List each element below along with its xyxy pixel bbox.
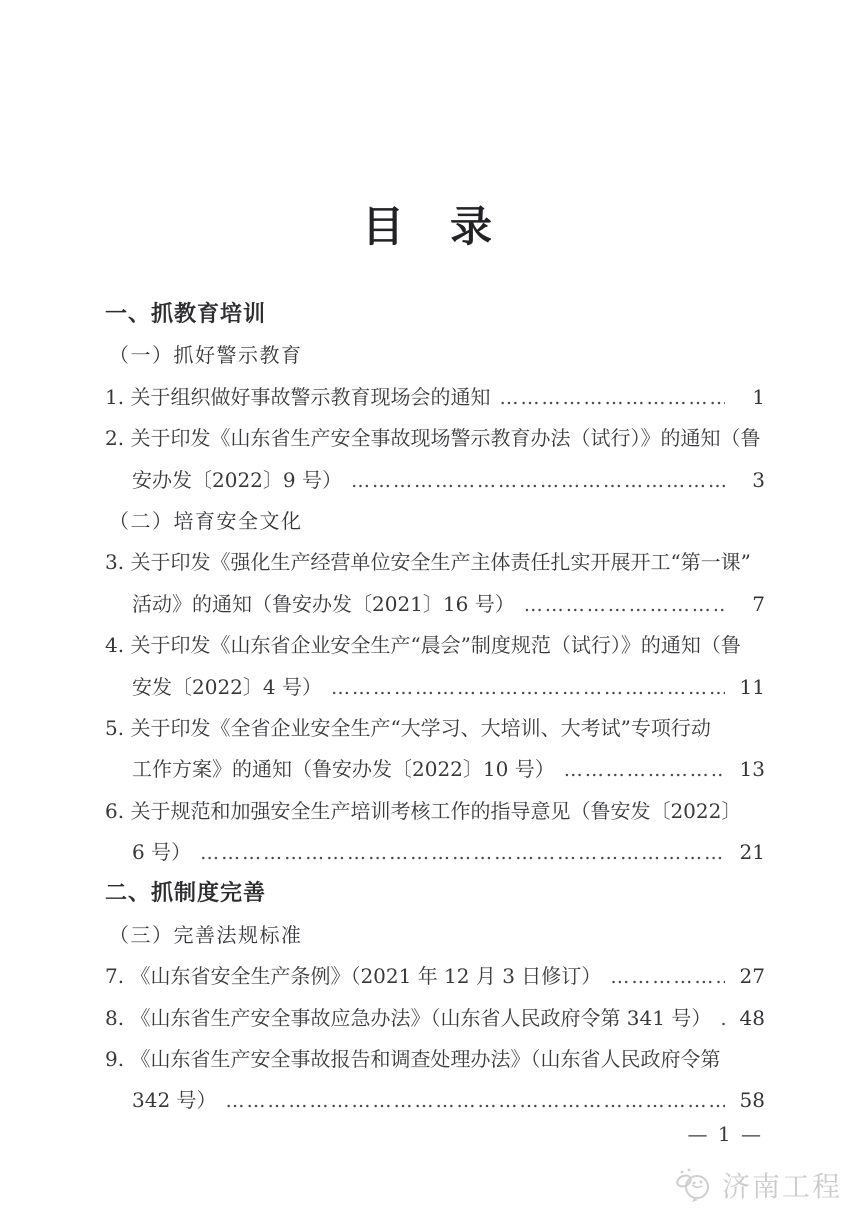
dot-leader (720, 999, 725, 1039)
table-of-contents (105, 294, 765, 1122)
dot-leader (499, 378, 725, 418)
entry-text: 6 号） (132, 840, 192, 865)
toc-entry (105, 377, 765, 418)
toc-entry (105, 418, 765, 459)
toc-entry (105, 542, 765, 583)
entry-text: 工作方案》的通知（鲁安办发〔2022〕10 号） (132, 757, 555, 782)
watermark-text: 济南工程 (721, 1170, 842, 1203)
page-number: 27 (739, 964, 765, 989)
toc-entry (105, 956, 765, 997)
page-number: 11 (739, 674, 765, 699)
entry-text: 8. 《山东省生产安全事故应急办法》（山东省人民政府令第 341 号） (105, 1005, 712, 1030)
dot-leader (331, 668, 725, 708)
page-number: 21 (739, 840, 765, 865)
footer-page-number: — 1 — (687, 1122, 763, 1146)
toc-subsection-heading (105, 335, 765, 376)
toc-subsection-heading (105, 501, 765, 542)
entry-text: 9. 《山东省生产安全事故报告和调查处理办法》（山东省人民政府令第 (105, 1047, 721, 1072)
watermark (674, 1165, 842, 1205)
toc-entry-continuation (105, 460, 765, 501)
entry-text: 安发〔2022〕4 号） (132, 674, 322, 699)
toc-entry (105, 1039, 765, 1080)
entry-text: 活动》的通知（鲁安办发〔2021〕16 号） (132, 591, 515, 616)
entry-text: 4. 关于印发《山东省企业安全生产“晨会”制度规范（试行）》的通知（鲁 (105, 633, 741, 658)
toc-entry-continuation (105, 832, 765, 873)
entry-text: 安办发〔2022〕9 号） (132, 467, 342, 492)
toc-section-heading (105, 294, 765, 335)
toc-entry (105, 998, 765, 1039)
section-heading-text: 一、抓教育培训 (105, 302, 267, 327)
page-number: 1 (752, 384, 765, 409)
subsection-heading-text: （二）培育安全文化 (109, 508, 303, 533)
page-number: 48 (739, 1005, 765, 1030)
toc-entry-continuation (105, 584, 765, 625)
toc-entry (105, 791, 765, 832)
entry-text: 5. 关于印发《全省企业安全生产“大学习、大培训、大考试”专项行动 (105, 715, 711, 740)
entry-text: 3. 关于印发《强化生产经营单位安全生产主体责任扎实开展开工“第一课” (105, 550, 751, 575)
toc-entry-continuation (105, 749, 765, 790)
page-number: 3 (752, 467, 765, 492)
entry-text: 7. 《山东省安全生产条例》（2021 年 12 月 3 日修订） (105, 964, 602, 989)
toc-entry (105, 708, 765, 749)
dot-leader (524, 585, 725, 625)
entry-text: 6. 关于规范和加强安全生产培训考核工作的指导意见（鲁安发〔2022〕 (105, 798, 742, 823)
toc-entry-continuation (105, 1080, 765, 1121)
page-title: 目 录 (361, 202, 494, 251)
dot-leader (564, 750, 725, 790)
section-heading-text: 二、抓制度完善 (105, 881, 267, 907)
toc-entry (105, 625, 765, 666)
subsection-heading-text: （一）抓好警示教育 (109, 343, 303, 368)
dot-leader (226, 1081, 725, 1121)
dot-leader (200, 833, 725, 873)
entry-text: 342 号） (132, 1088, 217, 1113)
toc-entry-continuation (105, 667, 765, 708)
subsection-heading-text: （三）完善法规标准 (109, 922, 303, 947)
mascot-logo-icon (674, 1167, 714, 1203)
dot-leader (351, 461, 725, 501)
page-number: 13 (739, 757, 765, 782)
page-number: 58 (739, 1088, 765, 1113)
toc-subsection-heading (105, 915, 765, 956)
dot-leader (610, 957, 725, 997)
toc-section-heading (105, 873, 765, 914)
entry-text: 1. 关于组织做好事故警示教育现场会的通知 (105, 384, 491, 409)
entry-text: 2. 关于印发《山东省生产安全事故现场警示教育办法（试行）》的通知（鲁 (105, 426, 761, 451)
page-number: 7 (752, 591, 765, 616)
